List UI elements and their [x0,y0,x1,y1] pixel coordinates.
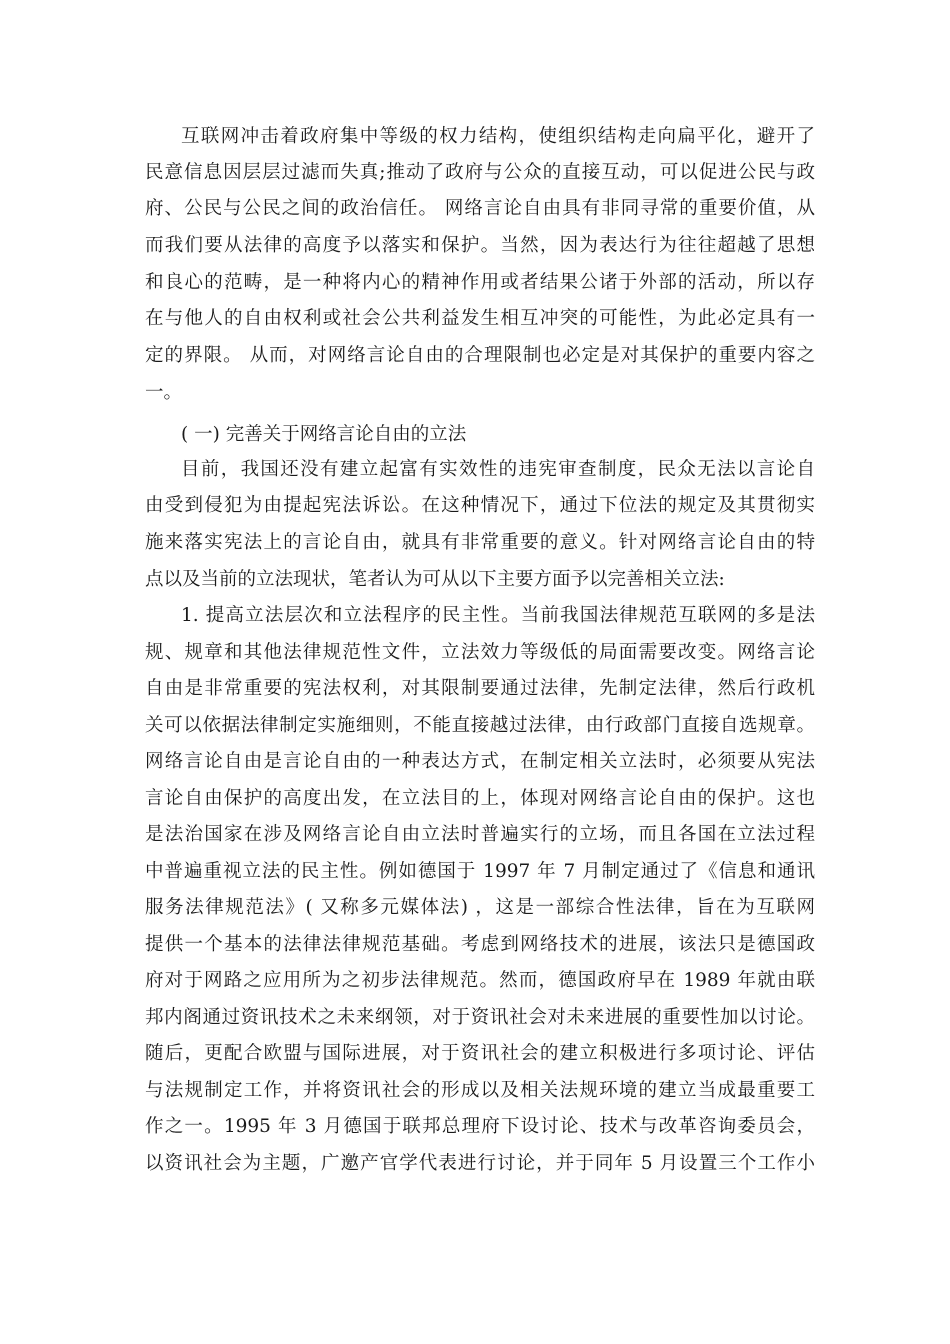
paragraph-line: 民意信息因层层过滤而失真;推动了政府与公众的直接互动，可以促进公民与政 [145,162,815,183]
paragraph-line: 网络言论自由是言论自由的一种表达方式，在制定相关立法时，必须要从宪法 [145,751,815,772]
paragraph-line: 是法治国家在涉及网络言论自由立法时普遍实行的立场，而且各国在立法过程 [145,824,815,845]
paragraph-line: 与法规制定工作，并将资讯社会的形成以及相关法规环境的建立当成最重要工 [145,1080,815,1101]
section-heading: ( 一) 完善关于网络言论自由的立法 [181,424,467,445]
paragraph-line: 提供一个基本的法律法律规范基础。考虑到网络技术的进展，该法只是德国政 [145,934,815,955]
paragraph-line: 1. 提高立法层次和立法程序的民主性。当前我国法律规范互联网的多是法 [181,605,815,626]
paragraph-line: 府对于网路之应用所为之初步法律规范。然而，德国政府早在 1989 年就由联 [145,970,815,991]
paragraph-line: 和良心的范畴，是一种将内心的精神作用或者结果公诸于外部的活动，所以存 [145,272,815,293]
paragraph-line: 服务法律规范法》( 又称多元媒体法) ，这是一部综合性法律，旨在为互联网 [145,897,815,918]
paragraph-line: 中普遍重视立法的民主性。例如德国于 1997 年 7 月制定通过了《信息和通讯 [145,861,815,882]
paragraph-line: 目前，我国还没有建立起富有实效性的违宪审查制度，民众无法以言论自 [181,459,815,480]
paragraph-line: 言论自由保护的高度出发，在立法目的上，体现对网络言论自由的保护。这也 [145,788,815,809]
paragraph-line: 以资讯社会为主题，广邀产官学代表进行讨论，并于同年 5 月设置三个工作小 [145,1153,815,1174]
paragraph-line: 关可以依据法律制定实施细则，不能直接越过法律，由行政部门直接自选规章。 [145,715,815,736]
paragraph-line: 而我们要从法律的高度予以落实和保护。当然，因为表达行为往往超越了思想 [145,235,815,256]
paragraph-line: 自由是非常重要的宪法权利，对其限制要通过法律，先制定法律，然后行政机 [145,678,815,699]
paragraph-line: 由受到侵犯为由提起宪法诉讼。在这种情况下，通过下位法的规定及其贯彻实 [145,495,815,516]
paragraph-line: 作之一。1995 年 3 月德国于联邦总理府下设讨论、技术与改革咨询委员会， [145,1116,815,1137]
paragraph-line: 定的界限。 从而，对网络言论自由的合理限制也必定是对其保护的重要内容之 [145,345,815,366]
paragraph-line: 一。 [145,382,183,403]
paragraph-line: 施来落实宪法上的言论自由，就具有非常重要的意义。针对网络言论自由的特 [145,532,815,553]
paragraph-line: 在与他人的自由权利或社会公共利益发生相互冲突的可能性，为此必定具有一 [145,308,815,329]
paragraph-line: 规、规章和其他法律规范性文件，立法效力等级低的局面需要改变。网络言论 [145,642,815,663]
paragraph-line: 邦内阁通过资讯技术之未来纲领，对于资讯社会对未来进展的重要性加以讨论。 [145,1007,815,1028]
paragraph-line: 随后，更配合欧盟与国际进展，对于资讯社会的建立积极进行多项讨论、评估 [145,1043,815,1064]
paragraph-line: 点以及当前的立法现状，笔者认为可从以下主要方面予以完善相关立法: [145,569,725,590]
paragraph-line: 互联网冲击着政府集中等级的权力结构，使组织结构走向扁平化，避开了 [181,126,815,147]
paragraph-line: 府、公民与公民之间的政治信任。 网络言论自由具有非同寻常的重要价值，从 [145,198,815,219]
